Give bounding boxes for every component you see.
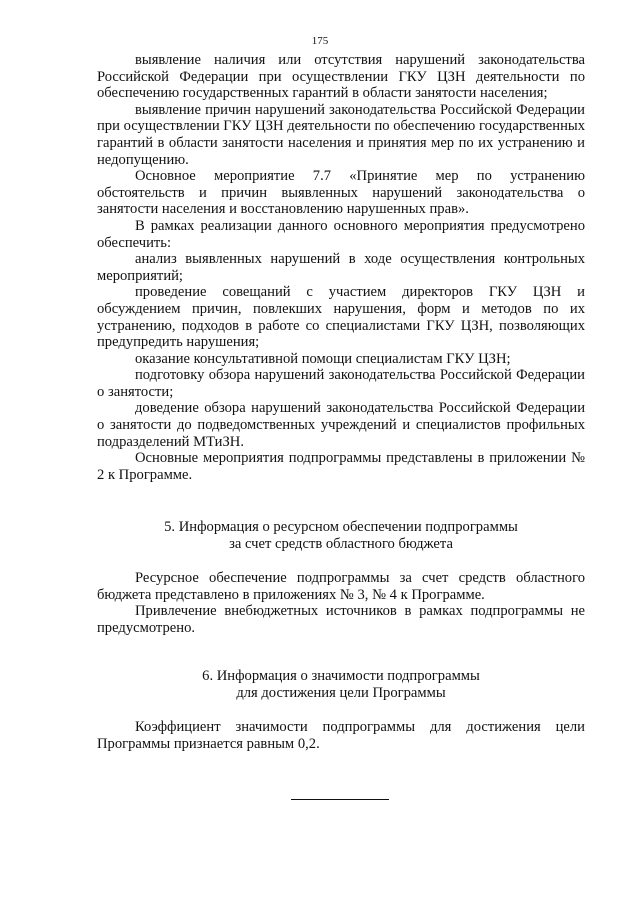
paragraph: Коэффициент значимости подпрограммы для достижения цели Программы признается равным 0,2. [97,719,585,752]
paragraph: доведение обзора нарушений законодательства Российской Федерации о занятости до подведомственных учреждений и специалистов профильных подразделений МТиЗН. [97,400,585,450]
end-divider [291,799,389,800]
paragraph: В рамках реализации данного основного мероприятия предусмотрено обеспечить: [97,217,585,251]
paragraph: проведение совещаний с участием директоров ГКУ ЦЗН и обсуждением причин, повлекших нарушения, форм и методов по их устранению, подходов в работе со специалистами ГКУ ЦЗН, позволяющих предупредить нарушения; [97,284,585,351]
paragraph: Основное мероприятие 7.7 «Принятие мер по устранению обстоятельств и причин выявленных нарушений законодательства о занятости населения и восстановлению нарушенных прав». [97,168,585,218]
section-6-heading [97,668,585,702]
body-text [97,52,585,483]
paragraph: выявление наличия или отсутствия нарушений законодательства Российской Федерации при осуществлении ГКУ ЦЗН деятельности по обеспечению государственных гарантий в области занятости населения; [97,52,585,102]
paragraph: Основные мероприятия подпрограммы представлены в приложении № 2 к Программе. [97,450,585,483]
section-6-heading-line-2: для достижения цели Программы [236,685,446,701]
paragraph: Привлечение внебюджетных источников в рамках подпрограммы не предусмотрено. [97,603,585,636]
section-5-body [97,570,585,636]
paragraph: анализ выявленных нарушений в ходе осуществления контрольных мероприятий; [97,251,585,284]
page-number: 175 [311,35,329,47]
paragraph: подготовку обзора нарушений законодательства Российской Федерации о занятости; [97,367,585,400]
section-5-heading-line-2: за счет средств областного бюджета [229,536,453,552]
section-6-heading-line-1: 6. Информация о значимости подпрограммы [202,668,480,684]
paragraph: Ресурсное обеспечение подпрограммы за счет средств областного бюджета представлено в приложениях № 3, № 4 к Программе. [97,570,585,603]
paragraph: выявление причин нарушений законодательства Российской Федерации при осуществлении ГКУ ЦЗН деятельности по обеспечению государственных гарантий в области занятости населения и принятия мер по их устранению и недопущению. [97,101,585,168]
section-5-heading [97,519,585,553]
section-6-body [97,719,585,752]
section-5-heading-line-1: 5. Информация о ресурсном обеспечении подпрограммы [164,519,518,535]
paragraph: оказание консультативной помощи специалистам ГКУ ЦЗН; [135,350,511,367]
